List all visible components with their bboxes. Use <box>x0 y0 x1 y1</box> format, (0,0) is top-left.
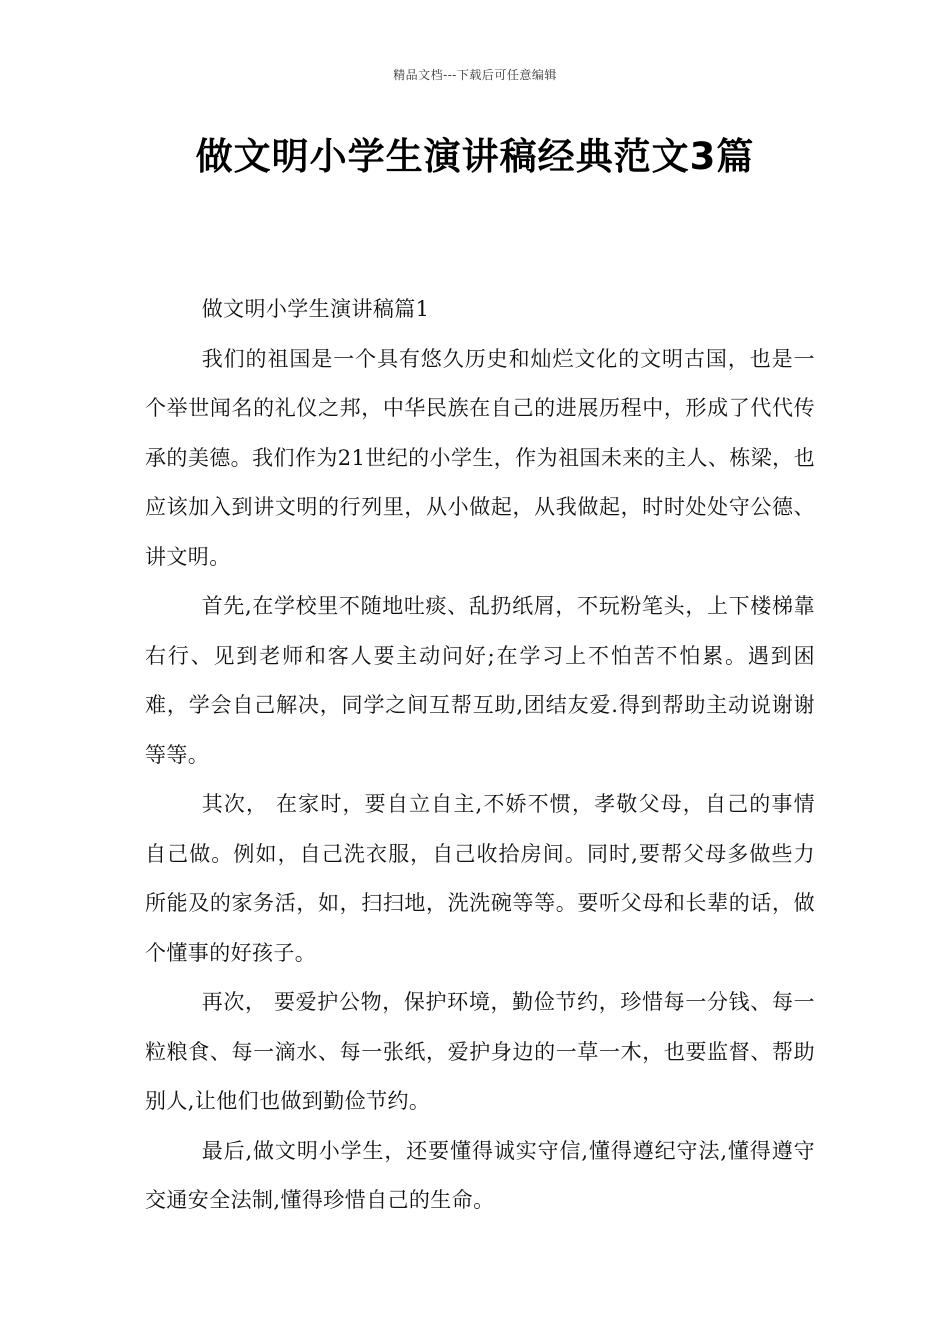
paragraph: 首先,在学校里不随地吐痰、乱扔纸屑，不玩粉笔头，上下楼梯靠右行、见到老师和客人要主动问好;在学习上不怕苦不怕累。遇到困难，学会自己解决，同学之间互帮互助,团结友爱.得到帮助主动说谢谢等等。 <box>145 594 815 767</box>
paragraph: 最后,做文明小学生，还要懂得诚实守信,懂得遵纪守法,懂得遵守交通安全法制,懂得珍惜自己的生命。 <box>145 1138 815 1212</box>
header-note: 精品文档---下载后可任意编辑 <box>393 68 557 82</box>
document-body <box>145 285 815 1226</box>
document-title: 做文明小学生演讲稿经典范文3篇 <box>195 135 755 178</box>
paragraph: 其次， 在家时，要自立自主,不娇不惯，孝敬父母，自己的事情自己做。例如，自己洗衣服，自己收拾房间。同时,要帮父母多做些力所能及的家务活，如，扫扫地，洗洗碗等等。要听父母和长辈的话，做个懂事的好孩子。 <box>145 792 815 965</box>
section-heading: 做文明小学生演讲稿篇1 <box>201 297 430 321</box>
paragraph: 我们的祖国是一个具有悠久历史和灿烂文化的文明古国，也是一个举世闻名的礼仪之邦，中华民族在自己的进展历程中，形成了代代传承的美德。我们作为21世纪的小学生，作为祖国未来的主人、栋梁，也应该加入到讲文明的行列里，从小做起，从我做起，时时处处守公德、讲文明。 <box>145 346 815 569</box>
paragraph: 再次， 要爱护公物，保护环境，勤俭节约，珍惜每一分钱、每一粒粮食、每一滴水、每一张纸，爱护身边的一草一木，也要监督、帮助别人,让他们也做到勤俭节约。 <box>145 990 815 1113</box>
